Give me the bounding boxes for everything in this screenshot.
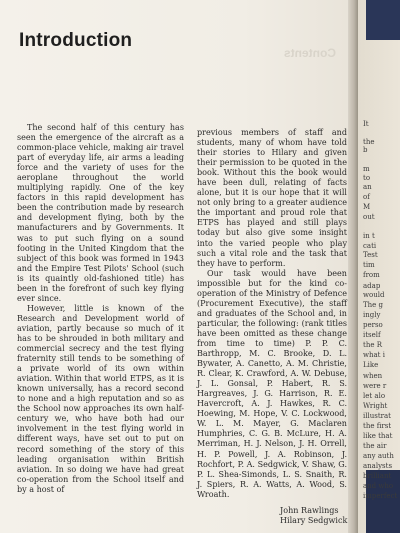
facing-page-fragment: imperfect <box>363 492 398 500</box>
book-gutter <box>348 0 358 533</box>
facing-page-fragment: M <box>363 203 371 211</box>
facing-page-fragment: cati <box>363 242 377 250</box>
facing-page-fragment: analysts <box>363 462 393 470</box>
author-name: Hilary Sedgwick <box>280 515 348 525</box>
show-through-heading: Contents <box>284 46 336 60</box>
facing-page-fragment: would <box>363 291 385 299</box>
facing-page-fragment: Like <box>363 361 379 369</box>
facing-page-fragment: when <box>363 372 383 380</box>
facing-page-fragment: the air <box>363 442 387 450</box>
facing-page-fragment: an <box>363 183 372 191</box>
facing-page-fragment: adap <box>363 282 381 290</box>
facing-page-fragment: and who <box>363 482 394 490</box>
facing-page-fragment: The g <box>363 301 384 309</box>
body-paragraph: The second half of this century has seen the emergence of the aircraft as a common-place vehicle, making air travel part of everyday life, air arms a leading force and the variety of uses for the aeroplane throughout the world multiplying rapidly. One of the key factors in this rapid development has been the contribution made by research and development flying, both by the manufacturers and by Governments. It was to put such flying on a sound footing in the United Kingdom that the subject of this book was formed in 1943 and the Empire Test Pilots' School (such is its quaintly old-fashioned title) has been in the forefront of such key flying ever since. <box>17 123 184 303</box>
body-paragraph: However, little is known of the Research and Development world of aviation, partly because so much of it has to be shrouded in both military and commercial secrecy and the test flying fraternity still tends to be something of a private world of its own within aviation. Within that world ETPS, as it is known universally, has a record second to none and a high reputation and so as the School now approaches its own half-century we, who have both had our involvement in the test flying world in different ways, have set out to put on record something of the story of this leading organisation within British aviation. In so doing we have had great co-operation from the School itself and by a host of <box>17 303 184 494</box>
facing-page-fragment: m <box>363 165 370 173</box>
facing-page-fragment: b <box>363 146 368 154</box>
facing-page-fragment: the R <box>363 341 382 349</box>
author-name: John Rawlings <box>280 505 339 515</box>
page-title: Introduction <box>19 30 133 51</box>
right-column <box>197 128 347 526</box>
left-column <box>17 123 184 495</box>
body-paragraph: Our task would have been impossible but for the kind co-operation of the Ministry of Defence (Procurement Executive), the staff and graduates of the School and, in particular, the following: (rank titles have been omitted as these change from time to time) P. P. C. Barthropp, M. C. Brooke, D. L. Bywater, A. Canetto, A. M. Christie, R. Clear, K. Crawford, A. W. Debuse, J. L. Gonsal, P. Habert, R. S. Hargreaves, J. G. Harrison, R. E. Havercroft, A. J. Hawkes, R. C. Hoewing, M. Hope, V. C. Lockwood, W. L. M. Mayer, G. Maclaren Humphries, C. G. B. McLure, H. A. Merriman, H. J. Nelson, J. H. Orrell, H. P. Powell, J. A. Robinson, J. Rochfort, P. A. Sedgwick, V. Shaw, G. P. L. Shea-Simonds, L. S. Snaith, R. J. Spiers, R. A. Watts, A. Wood, S. Wroath. <box>197 268 347 499</box>
facing-page-fragment: It <box>363 120 369 128</box>
facing-page-fragment: were r <box>363 382 387 390</box>
facing-page-fragment: illustrat <box>363 412 391 420</box>
facing-page-fragment: the first <box>363 422 392 430</box>
facing-page-fragment: tim <box>363 261 375 269</box>
facing-page-fragment: Test <box>363 251 378 259</box>
signature-block <box>197 506 347 526</box>
facing-page-fragment: what i <box>363 351 385 359</box>
facing-page-fragment: Wright <box>363 402 388 410</box>
facing-page-fragment: let alo <box>363 392 386 400</box>
facing-page-fragment: brilliant <box>363 472 392 480</box>
facing-page-fragment: of <box>363 193 370 201</box>
facing-page-fragment: ingly <box>363 311 381 319</box>
body-paragraph: previous members of staff and students, many of whom have told their stories to Hilary and given their permission to be quoted in the book. Without this the book would have been dull, relating of facts alone, but it is our hope that it will not only bring to a greater audience the important and proud role that ETPS has played and still plays today but also give some insight into the varied people who play such a vital role and the task that they have to perform. <box>197 128 347 268</box>
facing-page-fragment: perso <box>363 321 383 329</box>
facing-page-fragment: the <box>363 138 375 146</box>
facing-page-fragment: like that <box>363 432 393 440</box>
facing-page-fragment: itself <box>363 331 381 339</box>
facing-page-fragment: to <box>363 174 371 182</box>
facing-page-fragment: from <box>363 271 380 279</box>
facing-page-fragment: out <box>363 213 375 221</box>
facing-page-fragment: in t <box>363 232 375 240</box>
book-cover-edge <box>366 0 400 40</box>
facing-page-fragment: any auth <box>363 452 394 460</box>
